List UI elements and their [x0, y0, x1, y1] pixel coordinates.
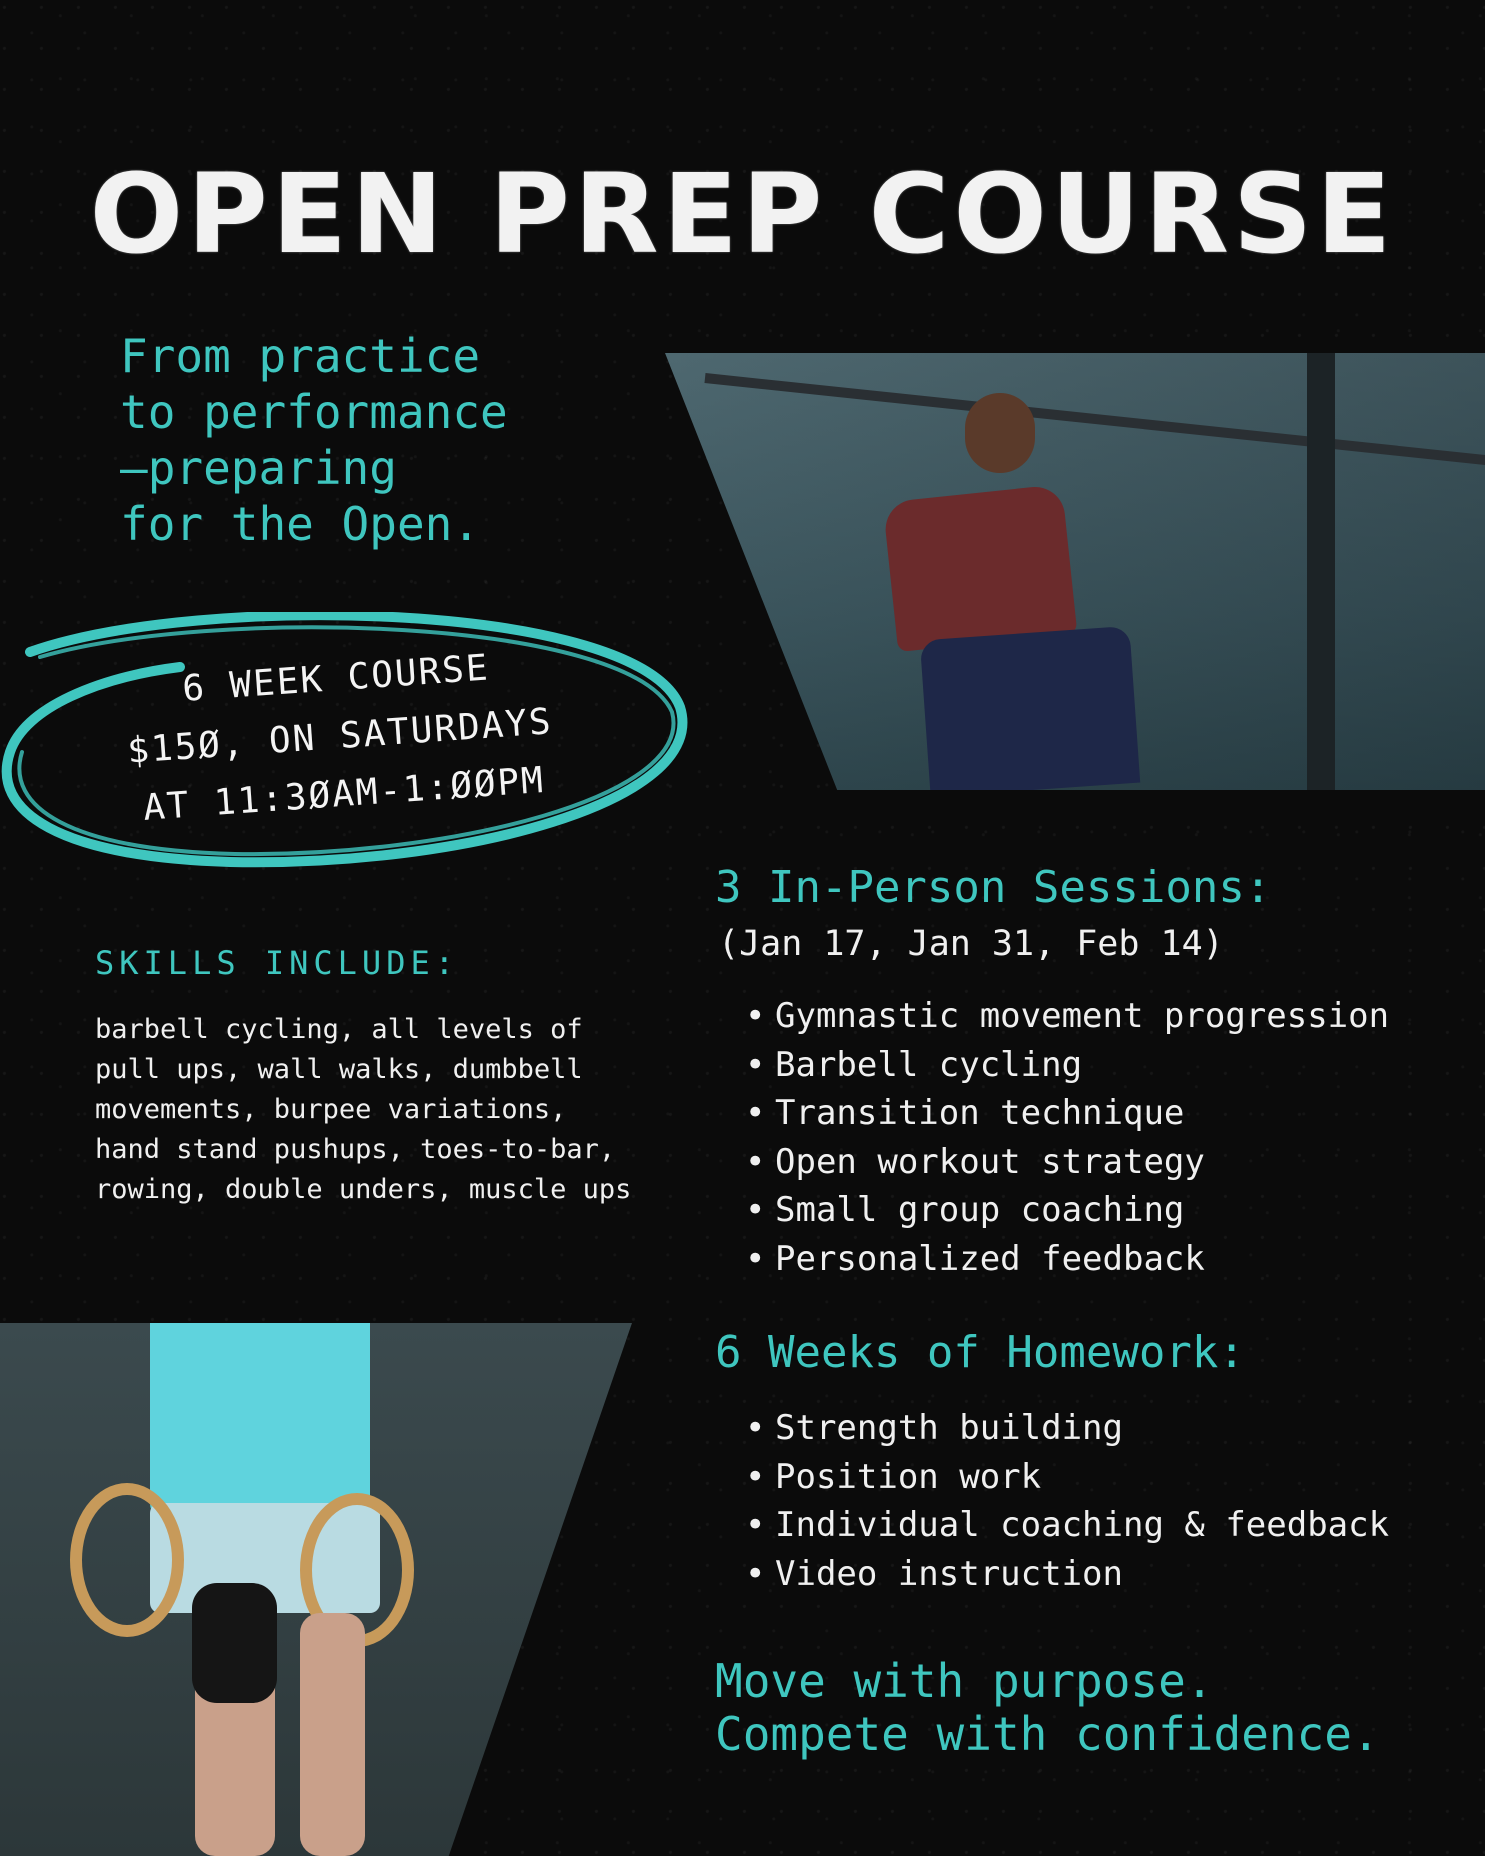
athlete-leg-right	[300, 1613, 365, 1856]
athlete-shirt	[883, 484, 1078, 652]
rack-upright	[1307, 353, 1335, 790]
list-item: • Small group coaching	[745, 1186, 1389, 1235]
athlete-tank-top	[150, 1323, 370, 1523]
tagline: From practice to performance —preparing for the Open.	[120, 329, 508, 551]
course-time: AT 11:3ØAM-1:ØØPM	[141, 759, 547, 829]
list-item: • Transition technique	[745, 1089, 1389, 1138]
pullup-bar	[704, 373, 1485, 466]
list-item: • Strength building	[745, 1404, 1389, 1453]
closing-line-1: Move with purpose.	[715, 1654, 1214, 1708]
list-item: • Position work	[745, 1453, 1389, 1502]
sessions-list	[745, 992, 1389, 1283]
homework-heading: 6 Weeks of Homework:	[715, 1327, 1245, 1378]
course-price-day: $15Ø, ON SATURDAYS	[125, 701, 554, 772]
course-duration: 6 WEEK COURSE	[180, 647, 491, 710]
athlete-head	[965, 393, 1035, 473]
homework-list	[745, 1404, 1389, 1598]
list-item: • Personalized feedback	[745, 1235, 1389, 1284]
list-item: • Video instruction	[745, 1550, 1389, 1599]
skills-heading: SKILLS INCLUDE:	[95, 944, 459, 982]
closing-line-2: Compete with confidence.	[715, 1707, 1380, 1761]
knee-sleeve	[192, 1583, 277, 1703]
list-item: • Open workout strategy	[745, 1138, 1389, 1187]
athlete-pants	[920, 626, 1140, 797]
list-item: • Gymnastic movement progression	[745, 992, 1389, 1041]
closing-statement	[715, 1655, 1380, 1761]
skills-text: barbell cycling, all levels of pull ups, wall walks, dumbbell movements, burpee variations, hand stand pushups, toes-to-bar, rowing, double unders, muscle ups	[95, 1014, 632, 1205]
sessions-heading: 3 In-Person Sessions:	[715, 862, 1272, 913]
sessions-dates: (Jan 17, Jan 31, Feb 14)	[718, 924, 1224, 964]
gymnastic-ring-left	[70, 1483, 184, 1637]
page-title: OPEN PREP COURSE	[89, 150, 1396, 278]
list-item: • Barbell cycling	[745, 1041, 1389, 1090]
list-item: • Individual coaching & feedback	[745, 1501, 1389, 1550]
